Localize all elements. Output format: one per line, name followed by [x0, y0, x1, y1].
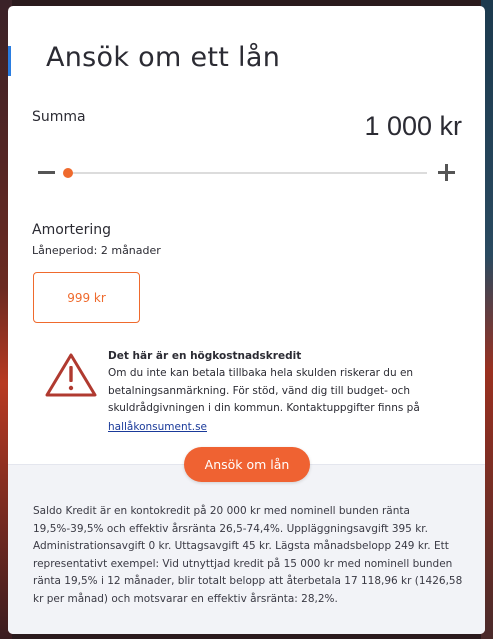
- increase-amount-button[interactable]: [436, 163, 458, 183]
- decrease-amount-button[interactable]: [37, 164, 57, 182]
- amortering-label: Amortering: [32, 222, 112, 238]
- loan-period-text: Låneperiod: 2 månader: [32, 244, 161, 257]
- title-accent-bar: [8, 46, 11, 76]
- warning-triangle-icon: [44, 352, 98, 398]
- amount-value: 1 000 kr: [364, 111, 462, 141]
- amortering-option[interactable]: 999 kr: [33, 272, 140, 323]
- amount-slider-track[interactable]: [67, 172, 427, 174]
- amount-label: Summa: [32, 109, 86, 125]
- loan-application-card: [8, 6, 485, 634]
- apply-loan-button[interactable]: Ansök om lån: [184, 447, 310, 482]
- amount-slider-thumb[interactable]: [63, 168, 73, 178]
- hallakonsument-link[interactable]: hallåkonsument.se: [108, 421, 207, 433]
- page-title: Ansök om ett lån: [46, 42, 281, 73]
- warning-title: Det här är en högkostnadskredit: [108, 350, 302, 362]
- warning-text: Om du inte kan betala tillbaka hela skulden riskerar du en betalningsanmärkning. För stöd, vänd dig till budget- och skuldrådgivningen i din kommun. Kontaktuppgifter finns på: [108, 367, 420, 414]
- credit-disclosure-text: Saldo Kredit är en kontokredit på 20 000 kr med nominell bunden ränta 19,5%-39,5% och effektiv årsränta 26,5-74,4%. Uppläggningsavgift 395 kr. Administrationsavgift 0 kr. Uttagsavgift 45 kr. Lägsta månadsbelopp 249 kr. Ett representativt exempel: Vid utnyttjad kredit på 15 000 kr med nominell bunden ränta 19,5% i 12 månader, blir totalt belopp att återbetala 17 118,96 kr (1426,58 kr per månad) och motsvarar en effektiv årsränta: 28,2%.: [33, 505, 463, 605]
